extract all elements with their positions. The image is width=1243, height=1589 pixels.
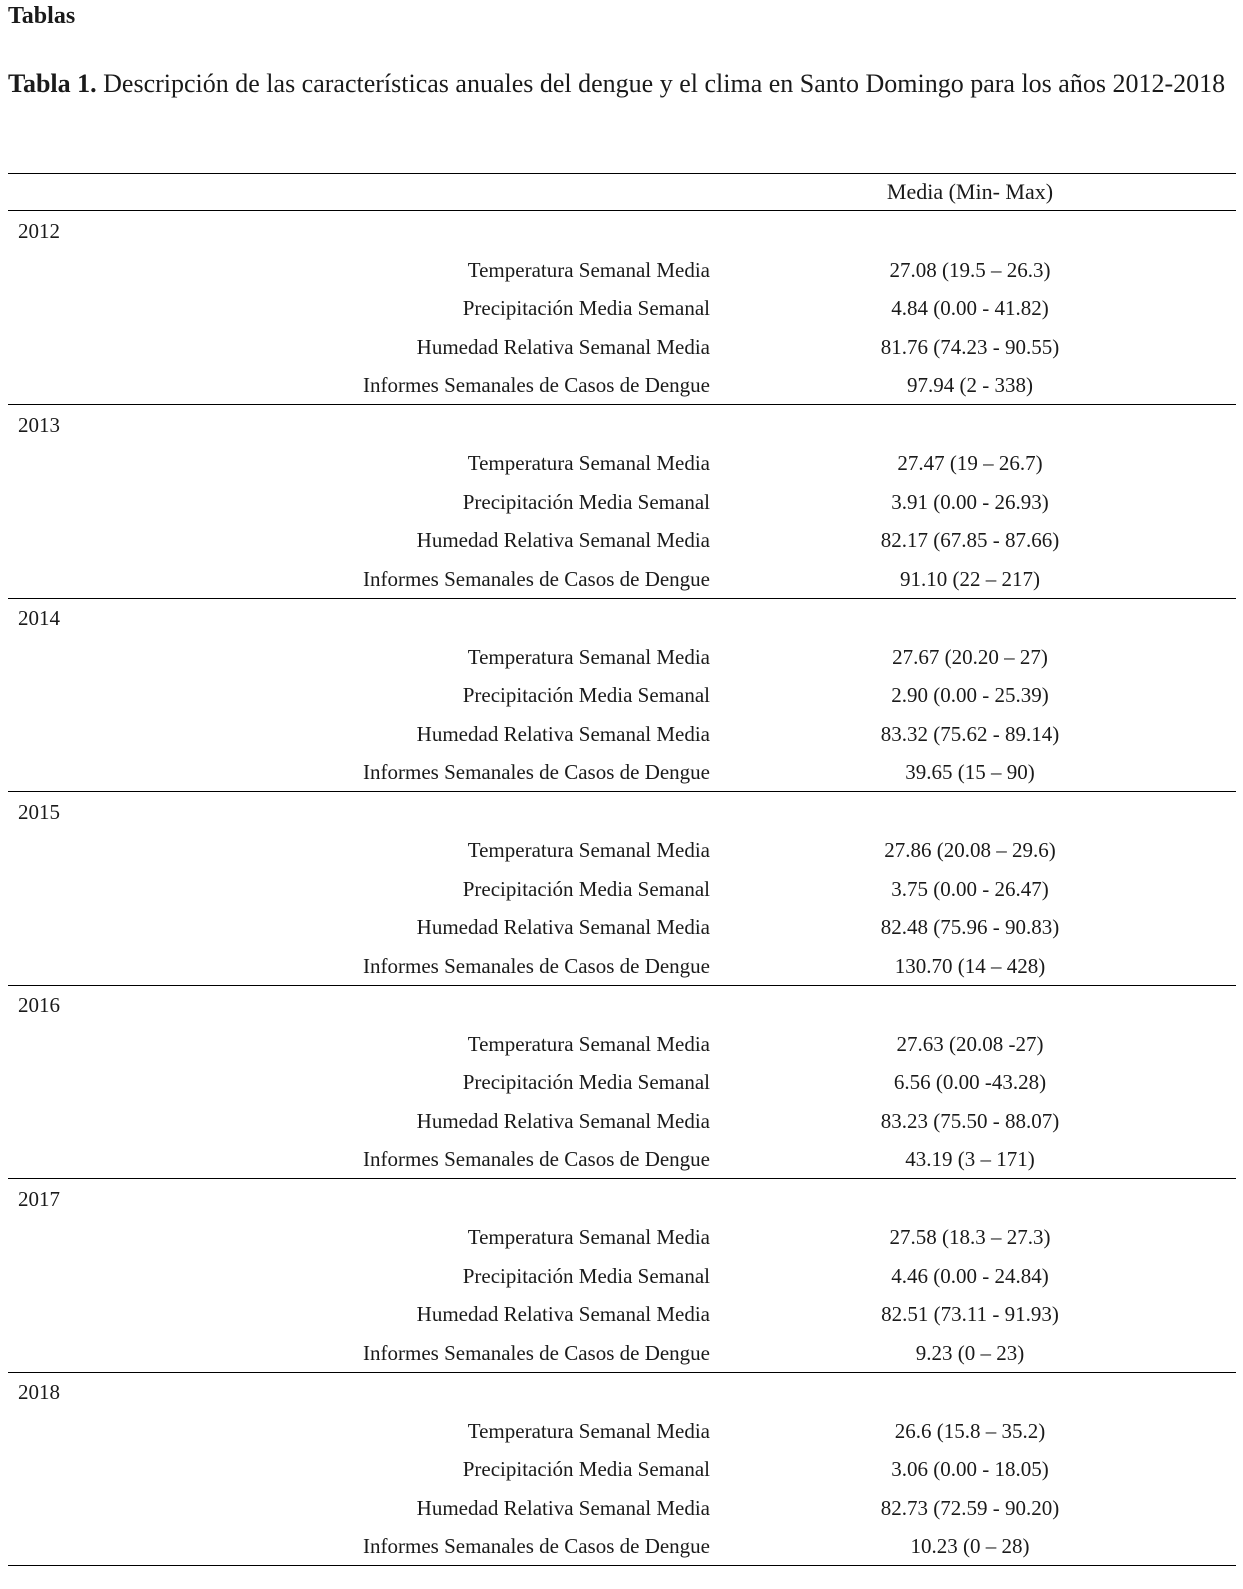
table-top-rule [8,173,1236,174]
row-label: Humedad Relativa Semanal Media [416,528,710,553]
section-title: Tablas [8,3,76,29]
row-label: Precipitación Media Semanal [462,489,710,514]
row-value: 27.86 (20.08 – 29.6) [884,838,1056,863]
row-value: 43.19 (3 – 171) [905,1147,1035,1172]
row-value: 82.51 (73.11 - 91.93) [881,1302,1059,1327]
row-label: Precipitación Media Semanal [462,1263,710,1288]
row-label: Humedad Relativa Semanal Media [416,915,710,940]
column-header-media: Media (Min- Max) [886,179,1054,204]
table-caption-label: Tabla 1. [8,69,97,98]
row-label: Informes Semanales de Casos de Dengue [363,373,710,398]
row-value: 97.94 (2 - 338) [907,373,1033,398]
row-value: 27.47 (19 – 26.7) [897,451,1043,476]
row-value: 4.46 (0.00 - 24.84) [891,1263,1049,1288]
row-value: 81.76 (74.23 - 90.55) [880,334,1060,359]
row-label: Temperatura Semanal Media [467,1418,710,1443]
row-label: Informes Semanales de Casos de Dengue [363,566,710,591]
group-divider [8,598,1236,599]
row-label: Informes Semanales de Casos de Dengue [363,760,710,785]
year-label: 2016 [18,993,60,1017]
row-label: Precipitación Media Semanal [462,683,710,708]
row-value: 83.32 (75.62 - 89.14) [880,721,1060,746]
row-label: Humedad Relativa Semanal Media [416,334,710,359]
year-label: 2014 [18,606,60,630]
row-value: 82.73 (72.59 - 90.20) [880,1495,1060,1520]
row-label: Humedad Relativa Semanal Media [416,1108,710,1133]
row-value: 10.23 (0 – 28) [910,1534,1030,1559]
row-value: 27.58 (18.3 – 27.3) [889,1225,1051,1250]
row-value: 27.08 (19.5 – 26.3) [889,257,1051,282]
table-caption-text: Descripción de las características anuales del dengue y el clima en Santo Domingo para los años 2012-2018 [96,69,1226,98]
row-value: 6.56 (0.00 -43.28) [893,1070,1047,1095]
row-label: Informes Semanales de Casos de Dengue [363,1534,710,1559]
row-label: Informes Semanales de Casos de Dengue [363,953,710,978]
row-label: Precipitación Media Semanal [462,296,710,321]
row-value: 130.70 (14 – 428) [894,953,1046,978]
row-label: Informes Semanales de Casos de Dengue [363,1147,710,1172]
row-value: 91.10 (22 – 217) [900,566,1040,591]
row-value: 3.06 (0.00 - 18.05) [891,1457,1049,1482]
row-value: 83.23 (75.50 - 88.07) [880,1108,1060,1133]
table-header-rule [8,210,1236,211]
year-label: 2015 [18,799,60,824]
row-label: Precipitación Media Semanal [462,1070,710,1095]
row-label: Temperatura Semanal Media [467,1031,710,1056]
row-value: 9.23 (0 – 23) [915,1340,1025,1365]
row-label: Temperatura Semanal Media [467,451,710,476]
row-value: 4.84 (0.00 - 41.82) [891,296,1049,321]
group-divider [8,1178,1236,1179]
row-label: Humedad Relativa Semanal Media [416,1495,710,1520]
year-label: 2012 [18,219,60,243]
row-label: Precipitación Media Semanal [462,1457,710,1482]
table-bottom-rule [8,1565,1236,1566]
group-divider [8,1372,1236,1373]
row-label: Humedad Relativa Semanal Media [416,721,710,746]
group-divider [8,791,1236,792]
row-value: 3.75 (0.00 - 26.47) [891,876,1049,901]
row-value: 3.91 (0.00 - 26.93) [891,489,1049,514]
row-value: 82.17 (67.85 - 87.66) [880,528,1060,553]
year-label: 2013 [18,412,60,437]
table-caption [8,66,1238,102]
row-value: 26.6 (15.8 – 35.2) [894,1418,1046,1443]
row-value: 27.63 (20.08 -27) [896,1031,1044,1056]
year-label: 2018 [18,1380,60,1404]
group-divider [8,985,1236,986]
row-label: Humedad Relativa Semanal Media [416,1302,710,1327]
row-value: 27.67 (20.20 – 27) [892,644,1048,669]
group-divider [8,404,1236,405]
year-label: 2017 [18,1186,60,1211]
row-label: Temperatura Semanal Media [467,1225,710,1250]
row-value: 82.48 (75.96 - 90.83) [880,915,1060,940]
row-value: 2.90 (0.00 - 25.39) [891,683,1049,708]
row-label: Precipitación Media Semanal [462,876,710,901]
row-label: Temperatura Semanal Media [467,644,710,669]
row-value: 39.65 (15 – 90) [905,760,1035,785]
row-label: Temperatura Semanal Media [467,257,710,282]
row-label: Informes Semanales de Casos de Dengue [363,1340,710,1365]
row-label: Temperatura Semanal Media [467,838,710,863]
